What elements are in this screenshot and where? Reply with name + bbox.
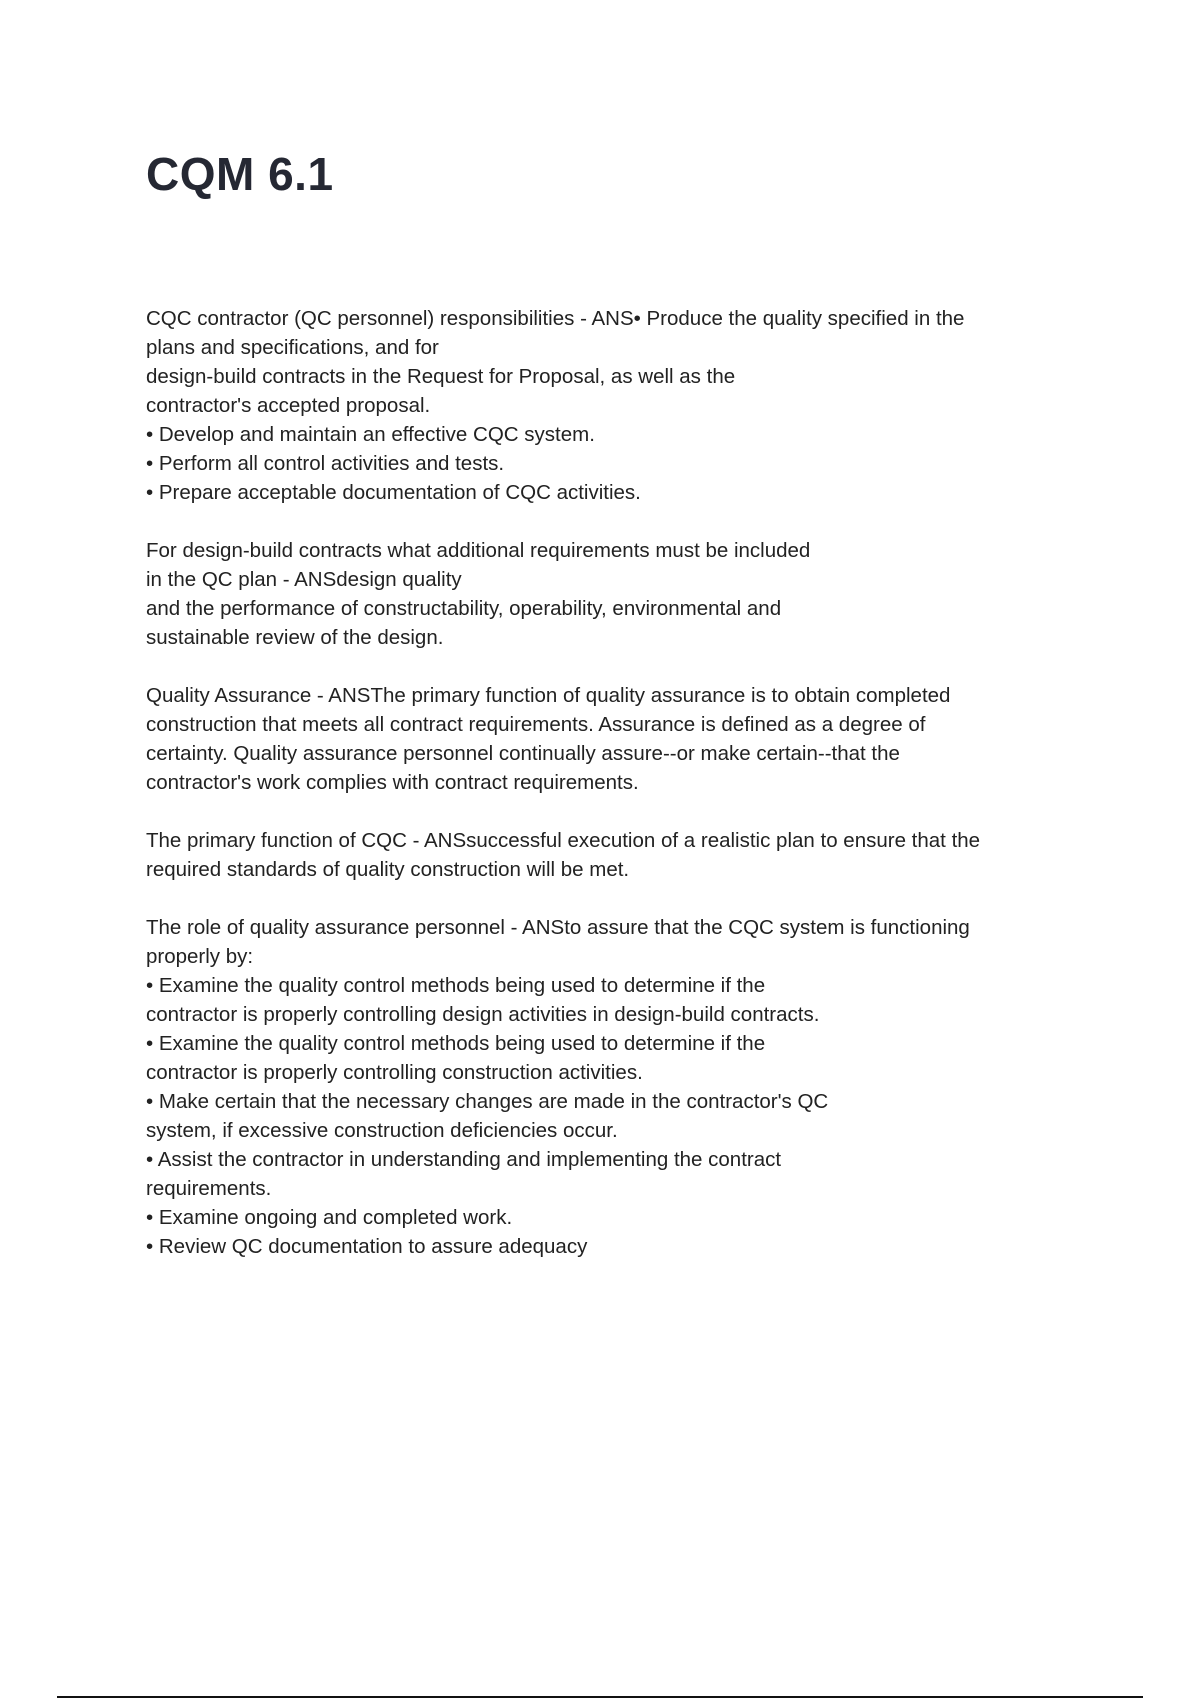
text-line: CQC contractor (QC personnel) responsibilities - ANS• Produce the quality specified in the (146, 307, 965, 330)
text-line: The primary function of CQC - ANSsuccessful execution of a realistic plan to ensure that the (146, 829, 981, 852)
section-primary-function-cqc (146, 826, 1076, 884)
section-role-qa-personnel (146, 913, 1076, 1261)
text-line: contractor's accepted proposal. (146, 394, 431, 417)
text-line: certainty. Quality assurance personnel continually assure--or make certain--that the (146, 742, 900, 765)
bullet-item: • Perform all control activities and tests. (146, 452, 505, 475)
text-line: and the performance of constructability, operability, environmental and (146, 597, 782, 620)
section-design-build-requirements (146, 536, 1076, 652)
text-line: required standards of quality construction will be met. (146, 858, 630, 881)
footer-divider (57, 1696, 1143, 1698)
bullet-item: • Examine the quality control methods being used to determine if the (146, 1032, 766, 1055)
text-line: requirements. (146, 1177, 272, 1200)
text-line: construction that meets all contract requirements. Assurance is defined as a degree of (146, 713, 926, 736)
text-line: sustainable review of the design. (146, 626, 444, 649)
text-line: contractor is properly controlling construction activities. (146, 1061, 643, 1084)
bullet-item: • Review QC documentation to assure adequacy (146, 1235, 588, 1258)
text-line: Quality Assurance - ANSThe primary function of quality assurance is to obtain completed (146, 684, 951, 707)
text-line: system, if excessive construction deficiencies occur. (146, 1119, 618, 1142)
bullet-item: • Assist the contractor in understanding and implementing the contract (146, 1148, 782, 1171)
bullet-item: • Develop and maintain an effective CQC system. (146, 423, 595, 446)
bullet-item: • Examine ongoing and completed work. (146, 1206, 513, 1229)
text-line: contractor is properly controlling design activities in design-build contracts. (146, 1003, 820, 1026)
text-line: For design-build contracts what additional requirements must be included (146, 539, 811, 562)
section-quality-assurance (146, 681, 1076, 797)
document-body (146, 304, 1076, 1290)
text-line: plans and specifications, and for (146, 336, 439, 359)
document-title: CQM 6.1 (146, 148, 334, 200)
text-line: design-build contracts in the Request for Proposal, as well as the (146, 365, 736, 388)
bullet-item: • Prepare acceptable documentation of CQC activities. (146, 481, 641, 504)
text-line: The role of quality assurance personnel - ANSto assure that the CQC system is functioning (146, 916, 970, 939)
section-cqc-contractor-responsibilities (146, 304, 1076, 507)
text-line: contractor's work complies with contract requirements. (146, 771, 639, 794)
text-line: properly by: (146, 945, 254, 968)
bullet-item: • Make certain that the necessary changes are made in the contractor's QC (146, 1090, 829, 1113)
text-line: in the QC plan - ANSdesign quality (146, 568, 462, 591)
bullet-item: • Examine the quality control methods being used to determine if the (146, 974, 766, 997)
